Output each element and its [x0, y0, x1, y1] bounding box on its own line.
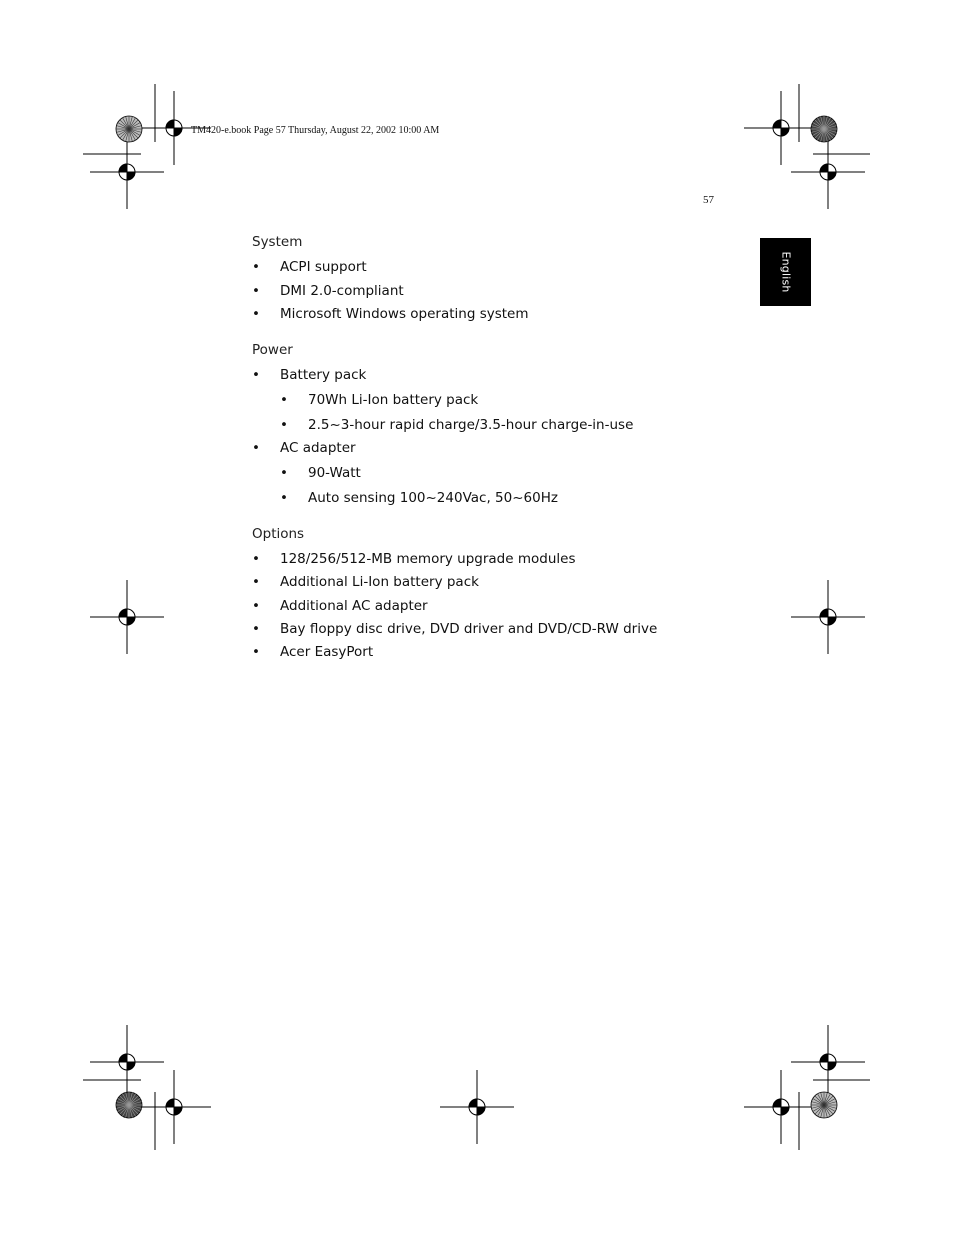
starburst-icon: [811, 116, 837, 142]
page-number: 57: [703, 194, 714, 206]
starburst-icon: [116, 1092, 142, 1118]
bullet-icon: •: [252, 574, 260, 590]
list-item-text: DMI 2.0-compliant: [280, 283, 404, 299]
bullet-icon: •: [280, 392, 288, 408]
registration-crosshair-icon: [440, 1070, 514, 1144]
bullet-icon: •: [252, 259, 260, 275]
bullet-icon: •: [252, 306, 260, 322]
list-item-text: 2.5~3-hour rapid charge/3.5-hour charge-in-use: [308, 417, 634, 433]
list-item-text: Auto sensing 100~240Vac, 50~60Hz: [308, 490, 558, 506]
list-item-text: Bay floppy disc drive, DVD driver and DVD/CD-RW drive: [280, 621, 658, 637]
bullet-icon: •: [280, 417, 288, 433]
list-item-text: Battery pack: [280, 367, 367, 383]
bullet-icon: •: [252, 551, 260, 567]
registration-crosshair-icon: [90, 580, 164, 654]
bullet-icon: •: [252, 367, 260, 383]
registration-crosshair-icon: [90, 135, 164, 209]
registration-crosshair-icon: [137, 1070, 211, 1144]
list-item-text: 128/256/512-MB memory upgrade modules: [280, 551, 576, 567]
registration-crosshair-icon: [90, 1025, 164, 1099]
bullet-icon: •: [252, 644, 260, 660]
list-item-text: AC adapter: [280, 440, 356, 456]
list-item-text: Additional Li-Ion battery pack: [280, 574, 479, 590]
bullet-icon: •: [252, 621, 260, 637]
registration-crosshair-icon: [744, 1070, 818, 1144]
print-header: TM420-e.book Page 57 Thursday, August 22, 2002 10:00 AM: [191, 125, 440, 136]
starburst-icon: [811, 1092, 837, 1118]
bullet-icon: •: [252, 440, 260, 456]
list-item-text: Microsoft Windows operating system: [280, 306, 529, 322]
language-tab: [760, 238, 811, 306]
starburst-icon: [116, 116, 142, 142]
list-item-text: Additional AC adapter: [280, 598, 428, 614]
registration-crosshair-icon: [791, 1025, 865, 1099]
list-item-text: 90-Watt: [308, 465, 361, 481]
section-heading-power: Power: [252, 342, 293, 358]
language-tab-label: English: [779, 251, 792, 293]
list-item-text: Acer EasyPort: [280, 644, 374, 660]
bullet-icon: •: [280, 490, 288, 506]
section-heading-system: System: [252, 234, 303, 250]
registration-crosshair-icon: [791, 580, 865, 654]
bullet-icon: •: [252, 598, 260, 614]
bullet-icon: •: [280, 465, 288, 481]
section-heading-options: Options: [252, 526, 305, 542]
bullet-icon: •: [252, 283, 260, 299]
registration-crosshair-icon: [744, 91, 818, 165]
registration-crosshair-icon: [791, 135, 865, 209]
list-item-text: 70Wh Li-Ion battery pack: [308, 392, 479, 408]
list-item-text: ACPI support: [280, 259, 367, 275]
